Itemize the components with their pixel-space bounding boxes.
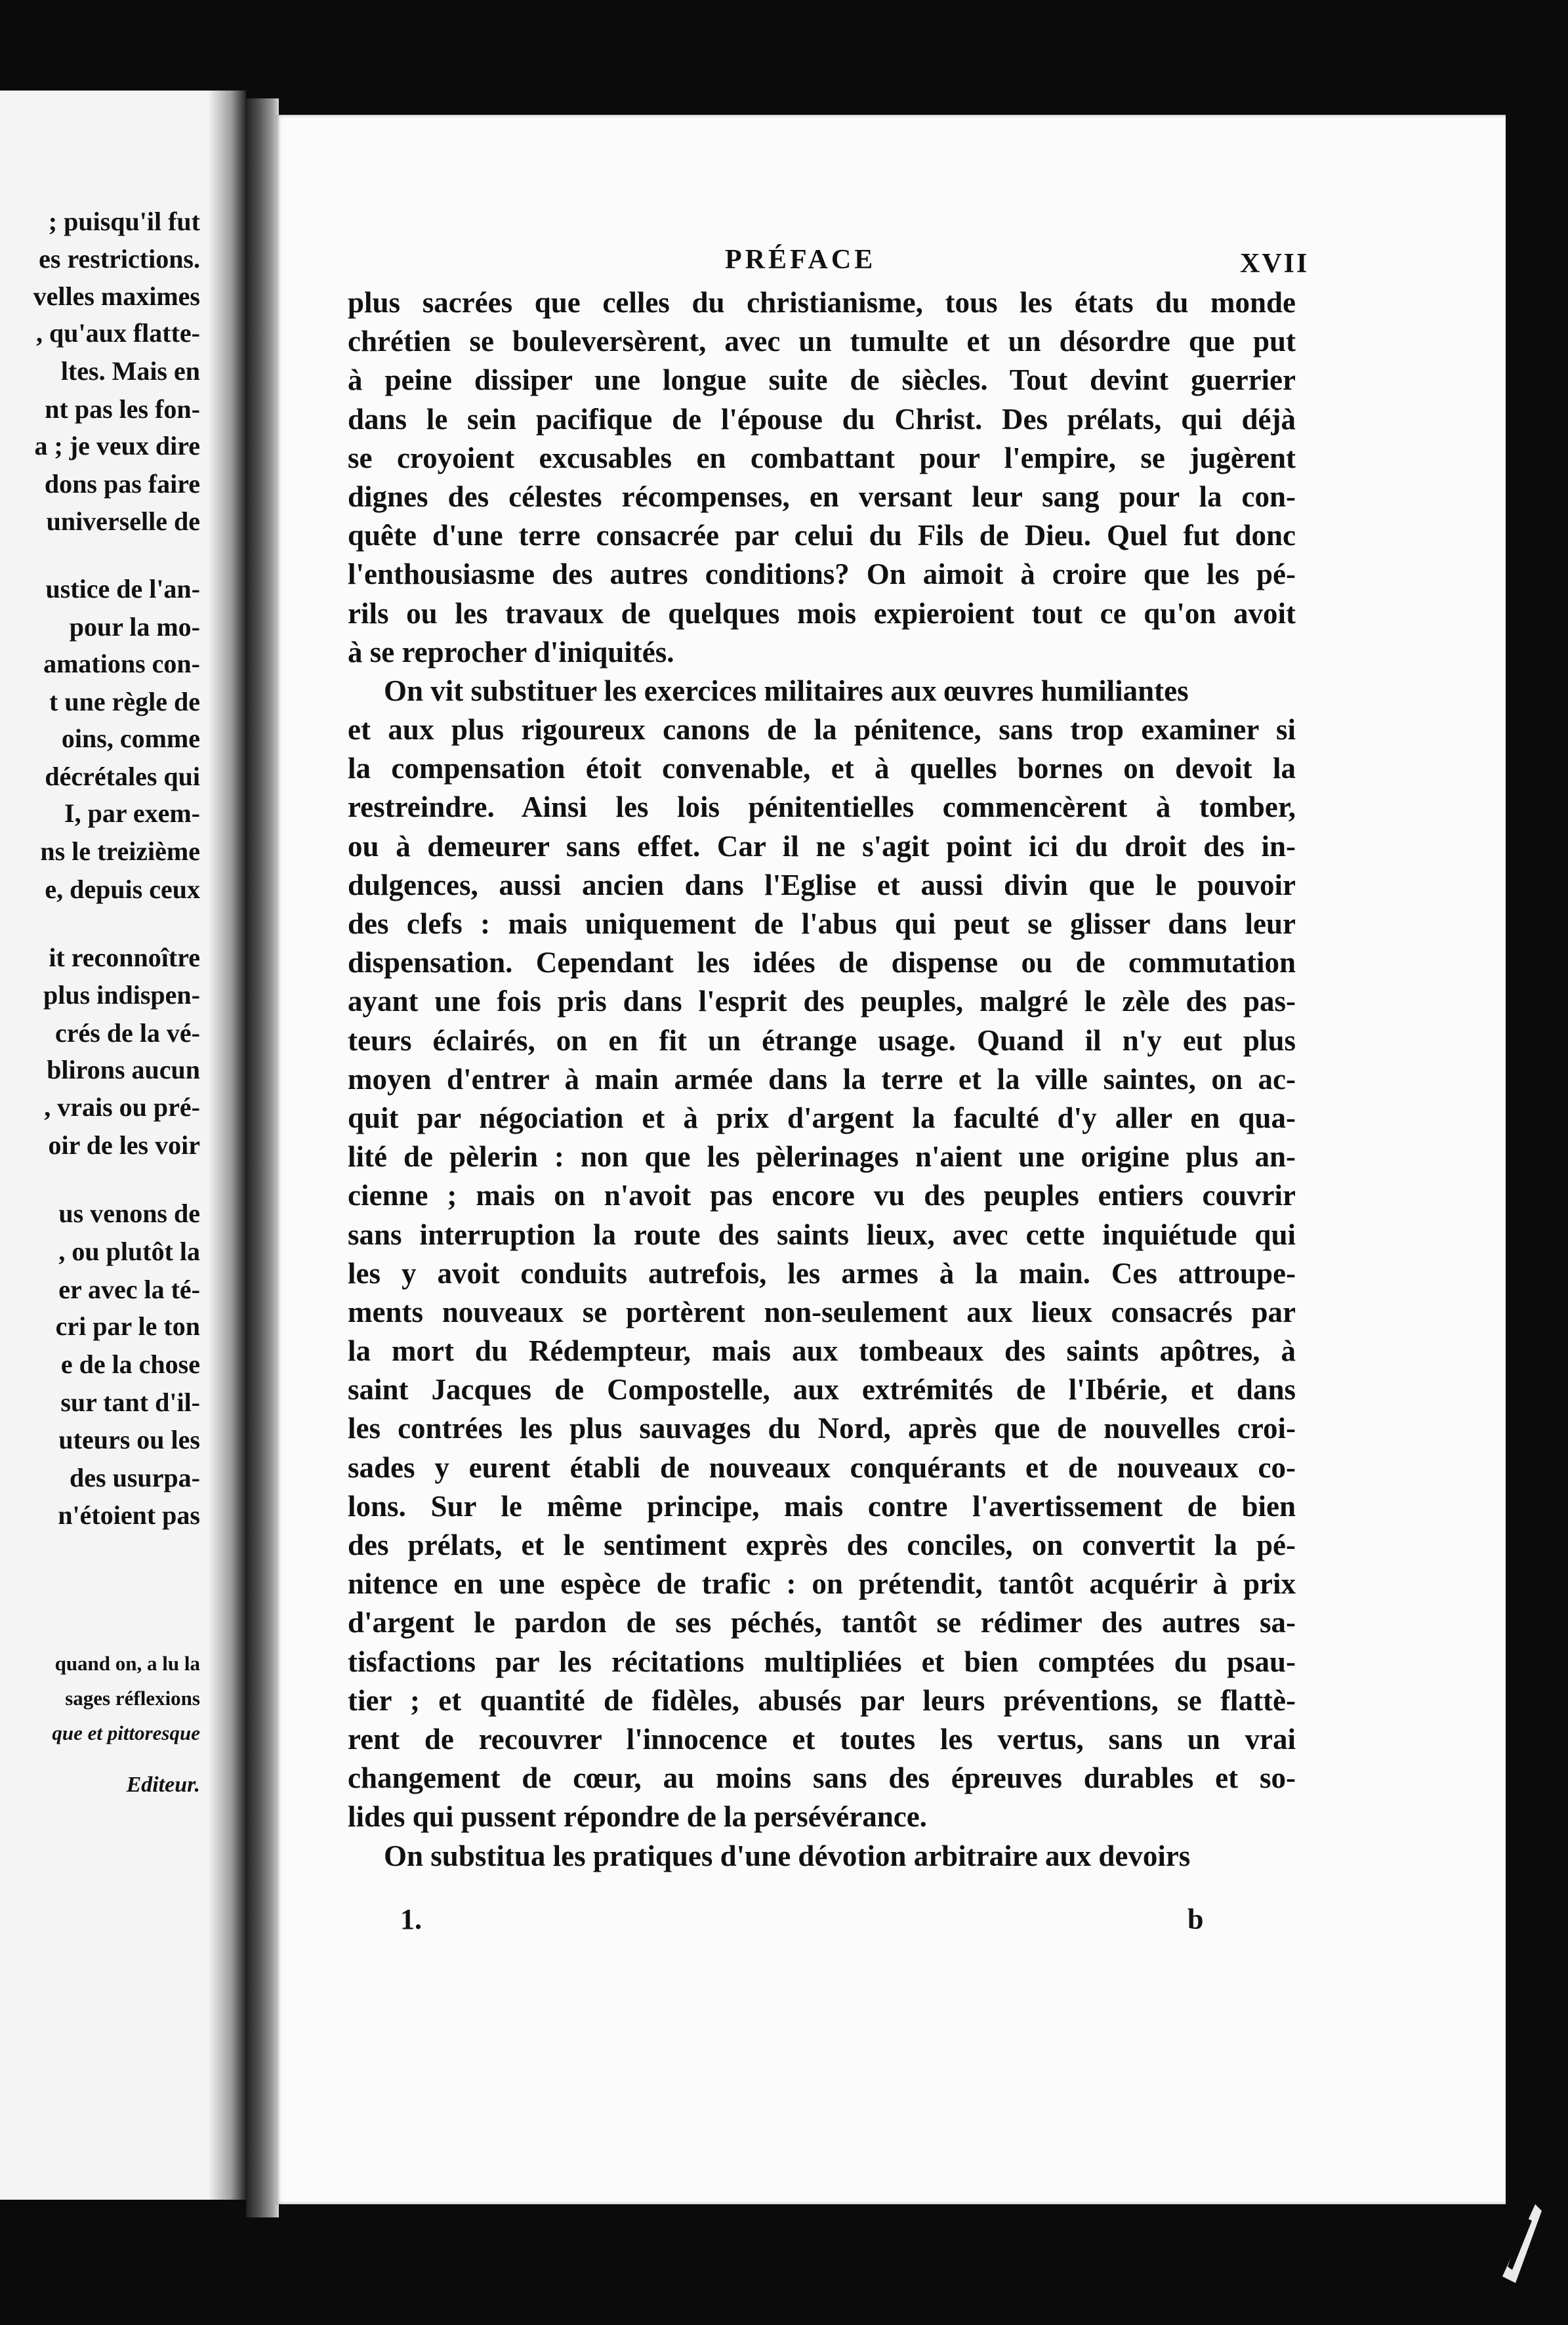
- previous-page-line: des usurpa-: [70, 1463, 200, 1492]
- previous-page-line: pour la mo-: [69, 612, 200, 642]
- preface-text-line: lons. Sur le même principe, mais contre l'avertissement de bien: [348, 1489, 1296, 1523]
- preface-text-line: dulgences, aussi ancien dans l'Eglise et aussi divin que le pouvoir: [348, 868, 1296, 901]
- preface-text-line: rent de recouvrer l'innocence et toutes les vertus, sans un vrai: [348, 1722, 1296, 1756]
- previous-page-line: crés de la vé-: [54, 1018, 200, 1048]
- previous-page-line: nt pas les fon-: [45, 394, 200, 424]
- corner-tear-mark: [1489, 2204, 1542, 2283]
- previous-page-line: e de la chose: [60, 1349, 200, 1379]
- preface-text-line: la mort du Rédempteur, mais aux tombeaux des saints apôtres, à: [348, 1334, 1296, 1368]
- preface-text-line: sans interruption la route des saints lieux, avec cette inquiétude qui: [348, 1218, 1296, 1251]
- preface-text-line: saint Jacques de Compostelle, aux extrémités de l'Ibérie, et dans: [348, 1373, 1296, 1407]
- previous-page-line: cri par le ton: [55, 1311, 200, 1341]
- previous-page-line: ltes. Mais en: [60, 356, 200, 386]
- preface-text-line: tier ; et quantité de fidèles, abusés par leurs préventions, se flattè-: [348, 1683, 1296, 1717]
- previous-page-line: , ou plutôt la: [58, 1237, 200, 1266]
- signature-number: 1.: [400, 1903, 422, 1935]
- previous-page-line: universelle de: [46, 506, 200, 536]
- previous-page-line: ; puisqu'il fut: [48, 207, 200, 236]
- book-binding-gutter: [246, 98, 279, 2217]
- preface-text-line: On vit substituer les exercices militaires aux œuvres humiliantes: [384, 674, 1189, 707]
- preface-text-line: chrétien se bouleversèrent, avec un tumulte et un désordre que put: [348, 325, 1296, 358]
- preface-text-line: lides qui pussent répondre de la persévérance.: [348, 1800, 927, 1834]
- preface-text-line: plus sacrées que celles du christianisme, tous les états du monde: [348, 286, 1296, 319]
- previous-page-line: , vrais ou pré-: [44, 1092, 200, 1122]
- preface-text-line: tisfactions par les récitations multipliées et bien comptées du psau-: [348, 1645, 1296, 1678]
- previous-page-fragment: [0, 91, 246, 2200]
- preface-text-line: et aux plus rigoureux canons de la pénitence, sans trop examiner si: [348, 713, 1296, 747]
- previous-page-line: oins, comme: [61, 724, 200, 753]
- previous-page-line: velles maximes: [33, 281, 200, 311]
- preface-body-text: [348, 283, 1296, 1876]
- preface-text-line: dispensation. Cependant les idées de dispense ou de commutation: [348, 946, 1296, 979]
- preface-text-line: à se reprocher d'iniquités.: [348, 635, 674, 669]
- previous-page-line: n'étoient pas: [58, 1500, 200, 1530]
- preface-text-line: restreindre. Ainsi les lois pénitentielles commencèrent à tomber,: [348, 791, 1296, 824]
- previous-page-line: uteurs ou les: [58, 1425, 200, 1454]
- preface-text-line: moyen d'entrer à main armée dans la terre et la ville saintes, on ac-: [348, 1062, 1296, 1096]
- previous-page-footnote-line: que et pittoresque: [52, 1721, 200, 1744]
- preface-text-line: quête d'une terre consacrée par celui du Fils de Dieu. Quel fut donc: [348, 519, 1296, 552]
- preface-text-line: les y avoit conduits autrefois, les armes à la main. Ces attroupe-: [348, 1256, 1296, 1290]
- preface-text-line: se croyoient excusables en combattant pour l'empire, se jugèrent: [348, 441, 1296, 474]
- previous-page-footnote-line: quand on, a lu la: [54, 1652, 200, 1675]
- preface-text-line: ments nouveaux se portèrent non-seulement aux lieux consacrés par: [348, 1295, 1296, 1328]
- preface-text-line: des clefs : mais uniquement de l'abus qui peut se glisser dans leur: [348, 907, 1296, 940]
- previous-page-editor-credit: Editeur.: [126, 1773, 200, 1797]
- previous-page-line: oir de les voir: [48, 1130, 200, 1160]
- previous-page-line: décrétales qui: [45, 762, 200, 791]
- signature-letter: b: [1187, 1903, 1204, 1935]
- previous-page-line: a ; je veux dire: [34, 431, 200, 461]
- running-head-title: PRÉFACE: [725, 245, 877, 275]
- previous-page-line: plus indispen-: [43, 980, 200, 1010]
- preface-text-line: On substitua les pratiques d'une dévotion arbitraire aux devoirs: [384, 1839, 1191, 1872]
- previous-page-line: sur tant d'il-: [60, 1388, 200, 1417]
- previous-page-line: , qu'aux flatte-: [36, 318, 200, 348]
- previous-page-line: e, depuis ceux: [45, 874, 200, 904]
- previous-page-footnote-line: sages réflexions: [65, 1687, 200, 1710]
- preface-text-line: lité de pèlerin : non que les pèlerinages n'aient une origine plus an-: [348, 1140, 1296, 1174]
- preface-text-line: sades y eurent établi de nouveaux conquérants et de nouveaux co-: [348, 1451, 1296, 1484]
- previous-page-line: it reconnoître: [49, 943, 200, 972]
- preface-text-line: cienne ; mais on n'avoit pas encore vu des peuples entiers couvrir: [348, 1179, 1296, 1212]
- preface-text-line: rils ou les travaux de quelques mois expieroient tout ce qu'on avoit: [348, 596, 1296, 630]
- previous-page-line: amations con-: [43, 649, 200, 678]
- preface-text-line: ou à demeurer sans effet. Car il ne s'agit point ici du droit des in-: [348, 829, 1296, 863]
- preface-text-line: à peine dissiper une longue suite de siècles. Tout devint guerrier: [348, 363, 1296, 397]
- page-curl-shadow: [208, 91, 246, 2200]
- previous-page-line: dons pas faire: [44, 469, 200, 499]
- preface-text-line: les contrées les plus sauvages du Nord, après que de nouvelles croi-: [348, 1412, 1296, 1445]
- preface-text-line: quit par négociation et à prix d'argent la faculté d'y aller en qua-: [348, 1101, 1296, 1134]
- previous-page-line: ustice de l'an-: [45, 574, 200, 604]
- preface-text-line: d'argent le pardon de ses péchés, tantôt se rédimer des autres sa-: [348, 1606, 1296, 1639]
- page-number: XVII: [1240, 249, 1310, 279]
- preface-text-line: nitence en une espèce de trafic : on prétendit, tantôt acquérir à prix: [348, 1567, 1296, 1601]
- previous-page-line: us venons de: [58, 1199, 200, 1228]
- previous-page-line: ns le treizième: [40, 836, 200, 866]
- previous-page-line: t une règle de: [49, 687, 200, 716]
- previous-page-line: I, par exem-: [64, 798, 200, 828]
- preface-text-line: la compensation étoit convenable, et à quelles bornes on devoit la: [348, 752, 1296, 785]
- previous-page-line: blirons aucun: [47, 1055, 200, 1084]
- preface-text-line: des prélats, et le sentiment exprès des conciles, on convertit la pé-: [348, 1529, 1296, 1561]
- preface-text-line: teurs éclairés, on en fit un étrange usage. Quand il n'y eut plus: [348, 1023, 1296, 1057]
- previous-page-line: er avec la té-: [58, 1275, 200, 1304]
- previous-page-line: es restrictions.: [39, 244, 200, 274]
- preface-text-line: dignes des célestes récompenses, en versant leur sang pour la con-: [348, 480, 1296, 513]
- preface-text-line: dans le sein pacifique de l'épouse du Christ. Des prélats, qui déjà: [348, 402, 1296, 436]
- preface-text-line: ayant une fois pris dans l'esprit des peuples, malgré le zèle des pas-: [348, 985, 1296, 1018]
- preface-text-line: l'enthousiasme des autres conditions? On aimoit à croire que les pé-: [348, 558, 1296, 591]
- preface-text-line: changement de cœur, au moins sans des épreuves durables et so-: [348, 1761, 1296, 1795]
